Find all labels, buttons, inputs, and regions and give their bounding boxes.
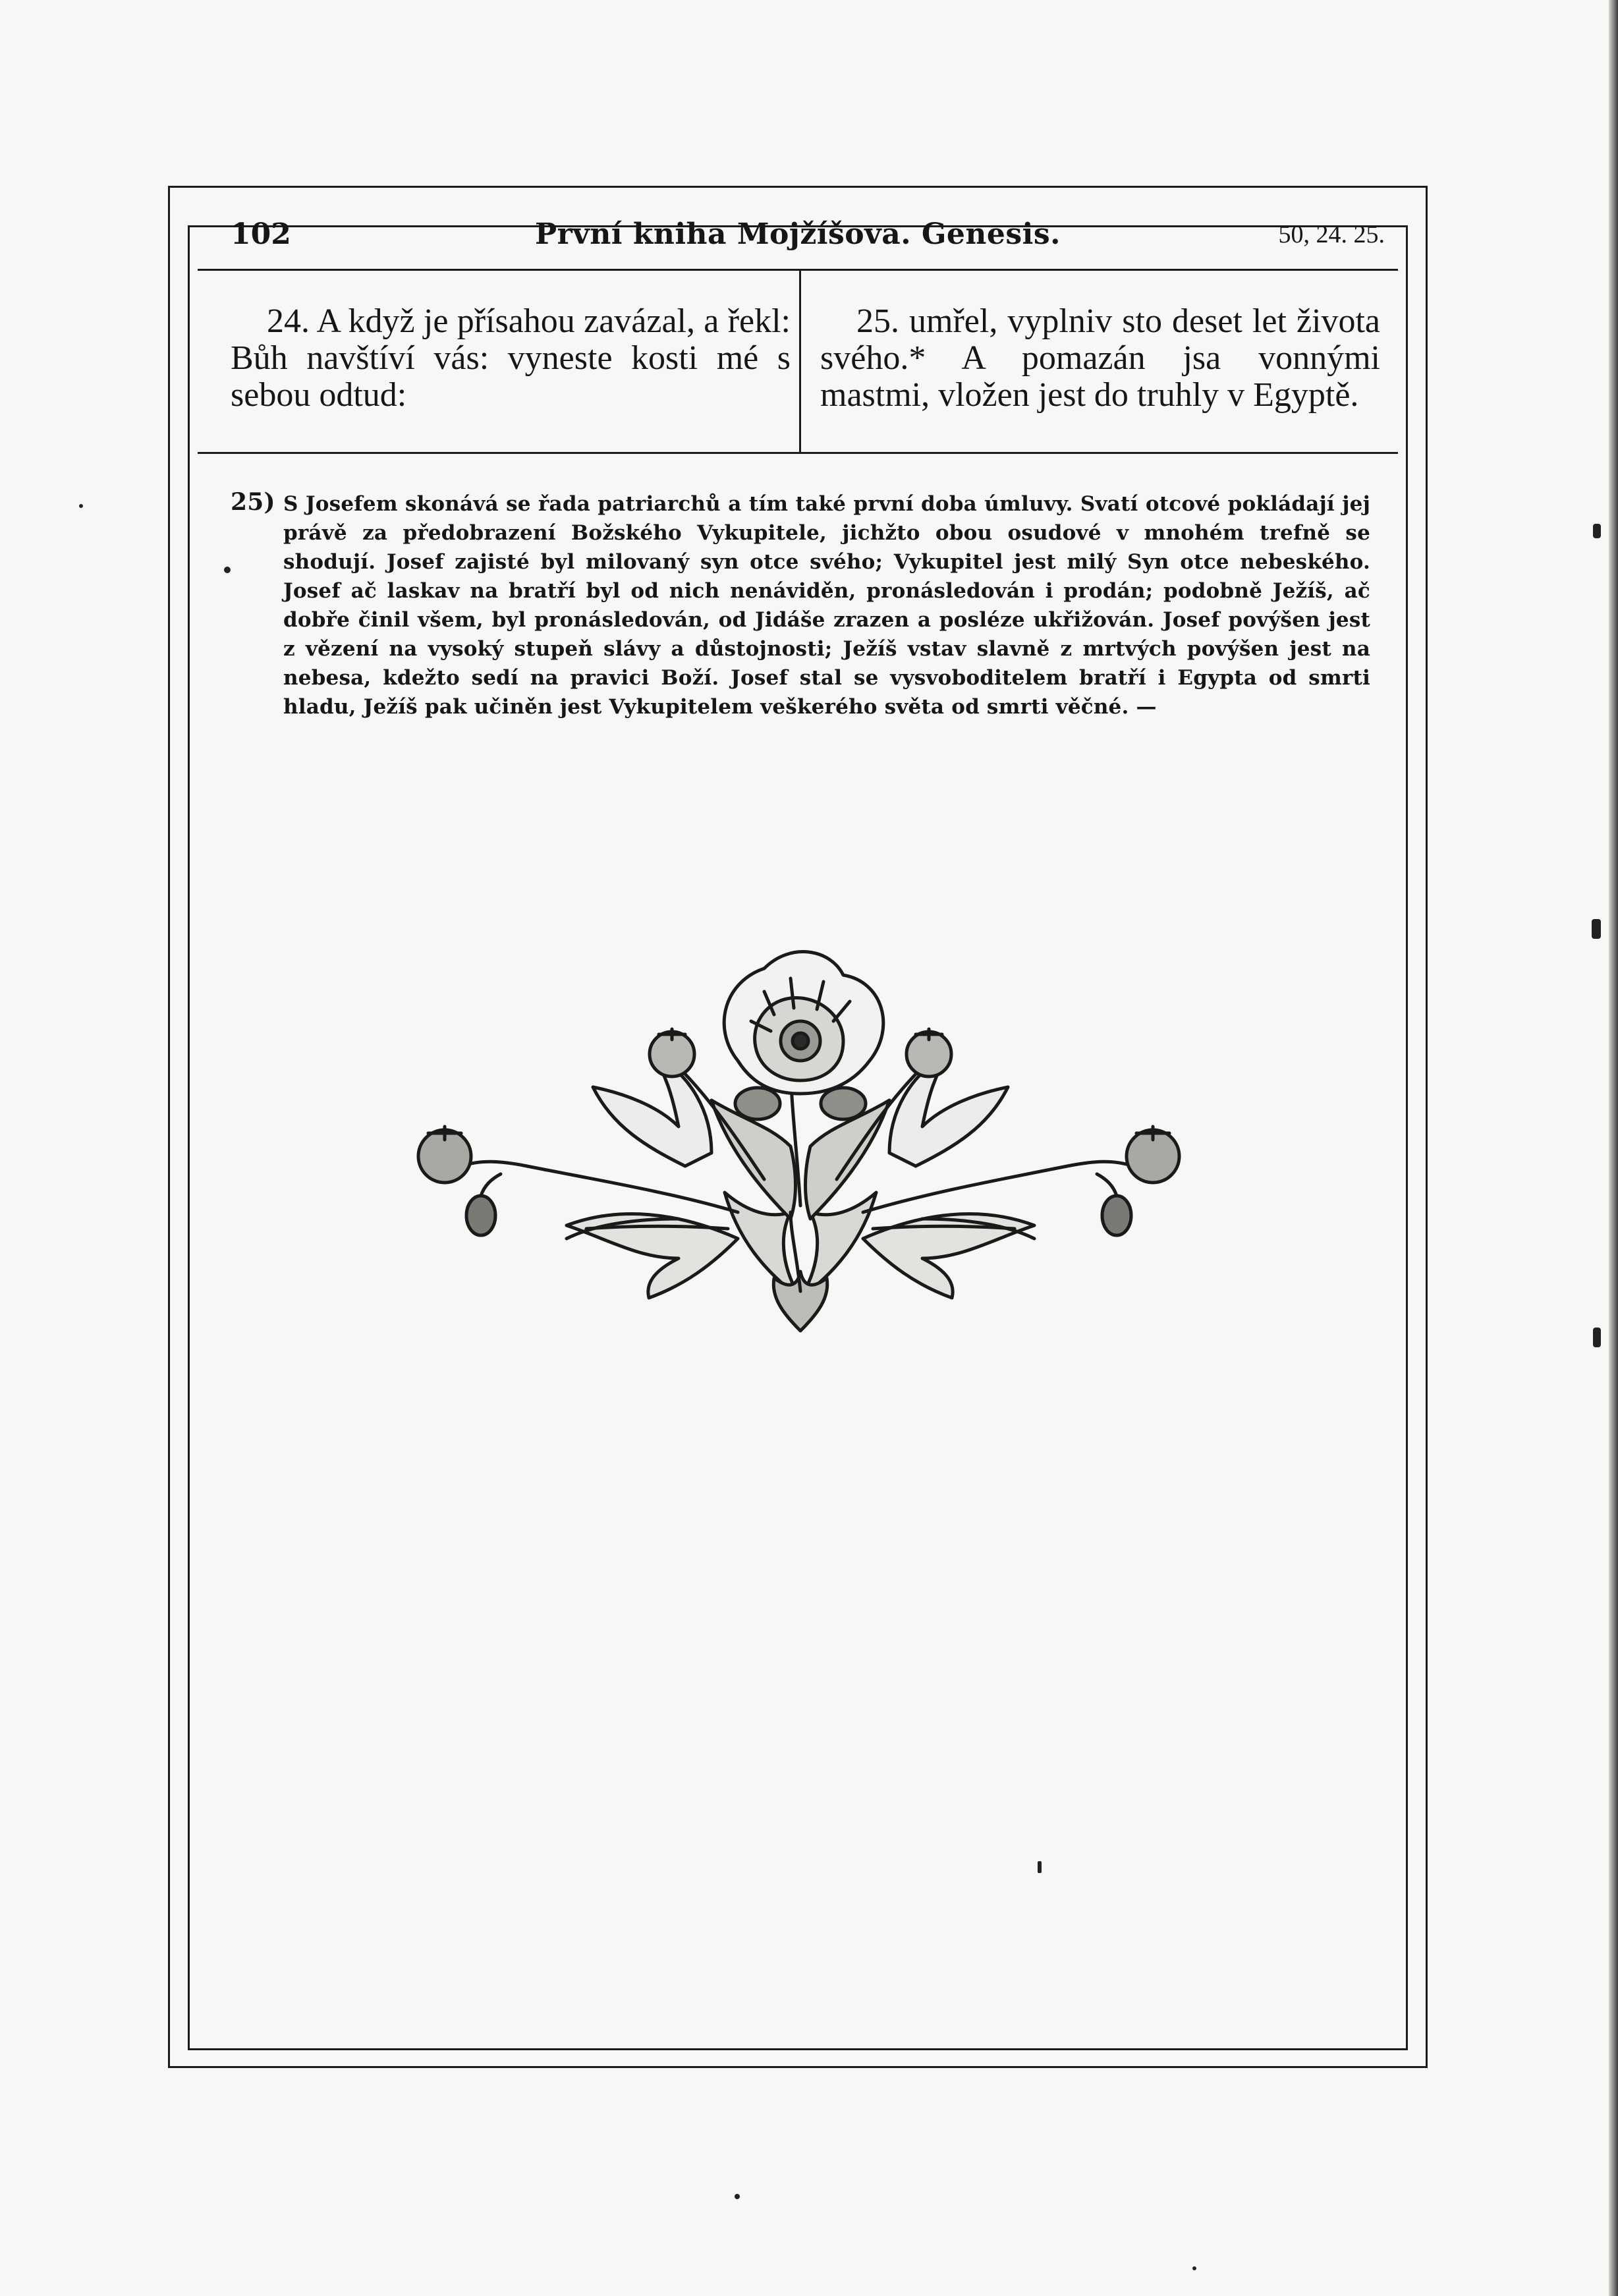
column-divider [799, 270, 801, 452]
scan-speck [79, 504, 83, 508]
note-text: S Josefem skonává se řada patriarchů a tím také první doba úmluvy. Svatí otcové pokládají jej právě za předobrazení Božského Vykupitele, jichžto obou osudové v mnohém trefně se shodují. Josef zajisté byl milovaný syn otce svého; Vykupitel jest milý Syn otce nebeského. Josef ač laskav na bratří byl od nich nenáviděn, pronásledován i prodán; podobně Ježíš, ač dobře činil všem, byl pronásledován, od Jidáše zrazen a posléze ukřižován. Josef povýšen jest z vězení na vysoký stupeň slávy a důstojnosti; Ježíš vstav slavně z mrtvých povýšen jest na nebesa, kdežto sedí na pravici Boží. Josef stal se vysvoboditelem bratří i Egypta od smrti hladu, Ježíš pak učiněn jest Vykupitelem veškerého světa od smrti věčné. — [283, 492, 1370, 719]
verse-24: 24. A když je přísahou zavázal, a řekl: Bůh navštíví vás: vyneste kosti mé s sebou odtud: [231, 302, 791, 414]
scan-speck [1593, 524, 1601, 538]
verse-reference: 50, 24. 25. [1278, 221, 1385, 248]
running-title: První kniha Mojžíšova. Genesis. [534, 217, 1061, 251]
running-header [198, 210, 1398, 262]
page-edge-shadow [1609, 0, 1618, 2296]
page-number: 102 [231, 217, 291, 251]
verse-column-left [231, 303, 791, 414]
scan-speck [1192, 2266, 1196, 2270]
scan-speck [1038, 1861, 1042, 1873]
scan-speck [735, 2194, 740, 2199]
commentary-note [231, 488, 1370, 721]
verse-column-right [820, 303, 1380, 414]
scan-speck [1593, 1328, 1601, 1347]
header-rule [198, 269, 1398, 271]
scan-speck [1592, 919, 1601, 939]
poppy-ornament-icon [369, 929, 1232, 1351]
scan-speck [224, 567, 231, 573]
verse-25: 25. umřel, vyplniv sto deset let života svého.* A pomazán jsa vonnými mastmi, vložen jest do truhly v Egyptě. [820, 302, 1380, 414]
note-label: 25) [231, 488, 275, 516]
verses-rule [198, 452, 1398, 454]
